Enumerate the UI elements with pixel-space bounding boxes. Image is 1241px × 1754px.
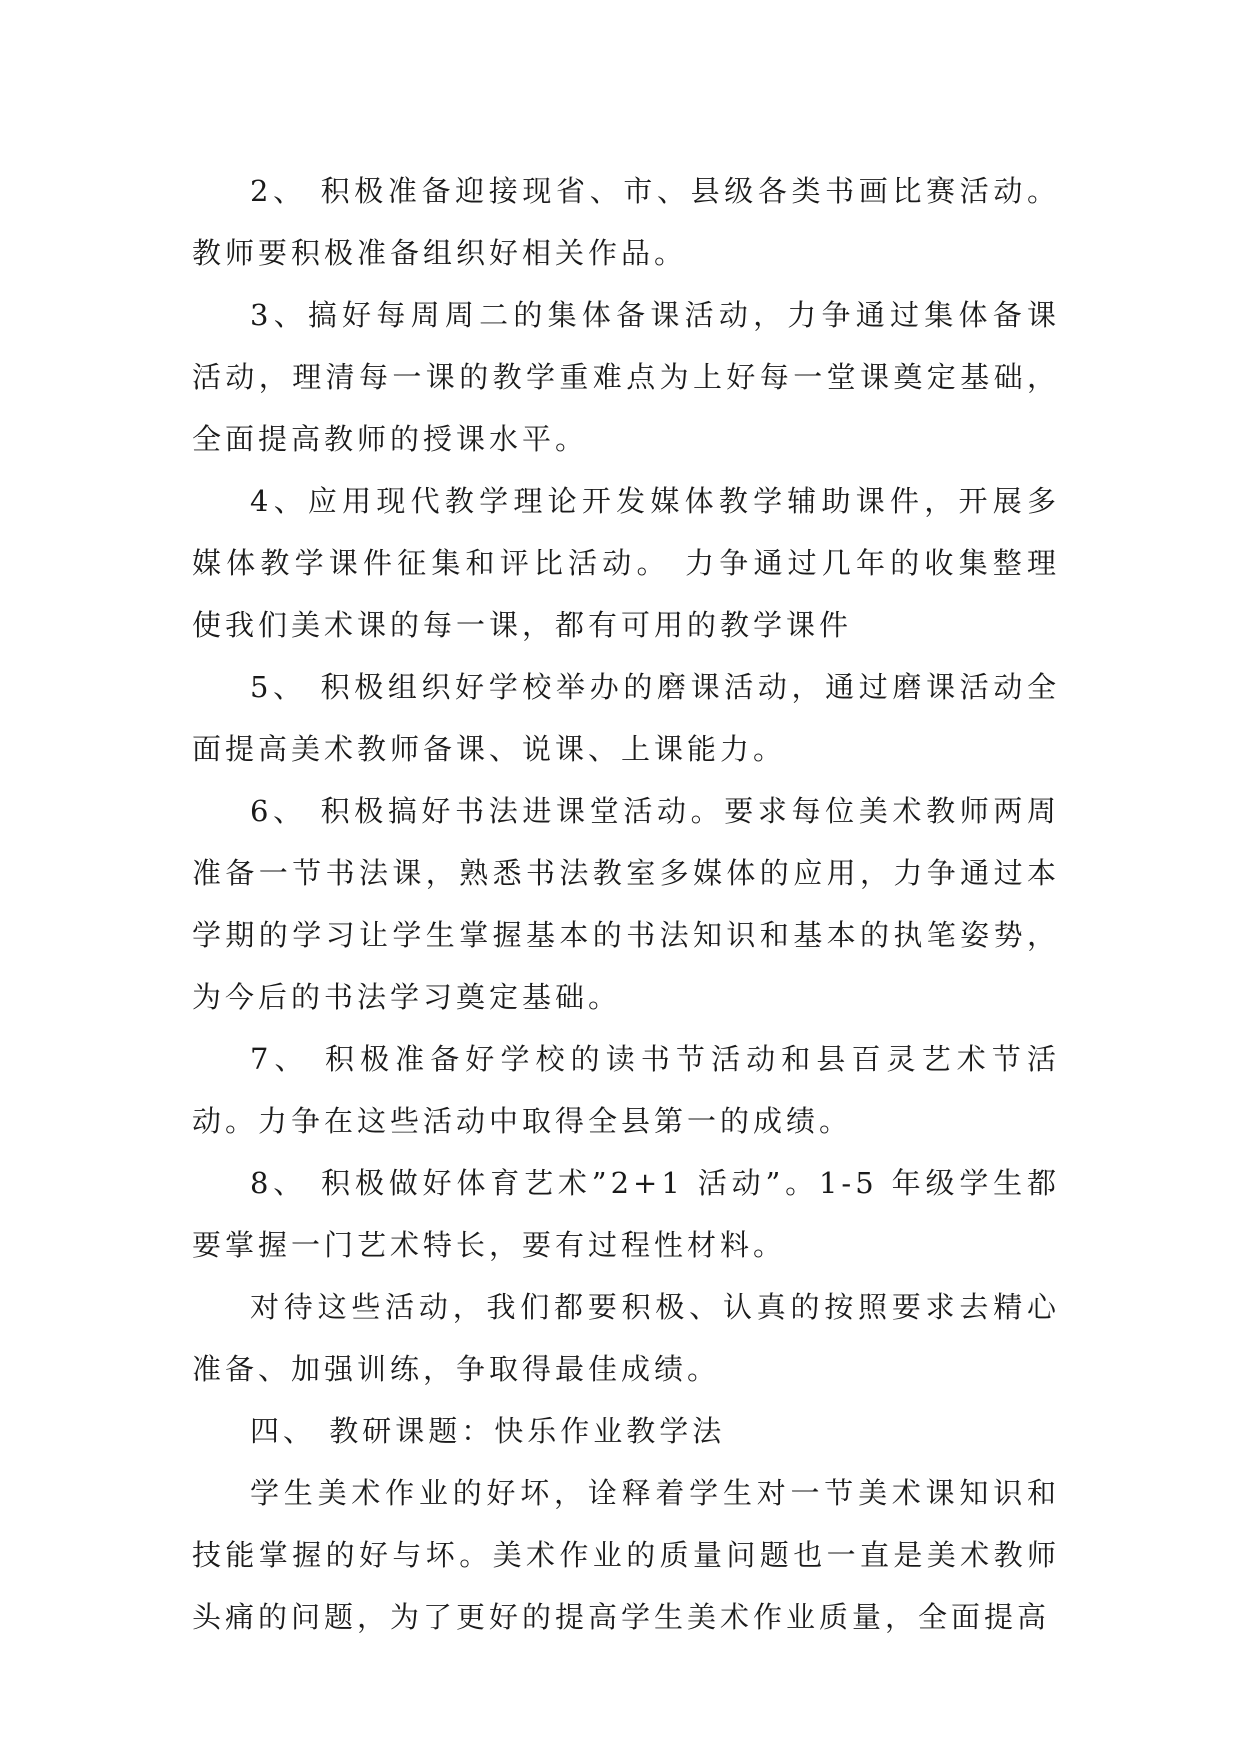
paragraph-item-8: 8、 积极做好体育艺术”2+1 活动”。1-5 年级学生都要掌握一门艺术特长，要有过程性材料。 <box>192 1166 1060 1262</box>
paragraph-research-intro: 学生美术作业的好坏，诠释着学生对一节美术课知识和技能掌握的好与坏。美术作业的质量问题也一直是美术教师头痛的问题，为了更好的提高学生美术作业质量，全面提高 <box>192 1476 1060 1634</box>
paragraph-item-6: 6、 积极搞好书法进课堂活动。要求每位美术教师两周准备一节书法课，熟悉书法教室多媒体的应用，力争通过本学期的学习让学生掌握基本的书法知识和基本的执笔姿势，为今后的书法学习奠定基础。 <box>192 794 1060 1014</box>
paragraph-summary: 对待这些活动，我们都要积极、认真的按照要求去精心准备、加强训练，争取得最佳成绩。 <box>192 1290 1060 1386</box>
document-body <box>192 160 1060 1648</box>
paragraph-item-3: 3、搞好每周周二的集体备课活动，力争通过集体备课活动，理清每一课的教学重难点为上好每一堂课奠定基础，全面提高教师的授课水平。 <box>192 298 1060 456</box>
paragraph-item-4: 4、应用现代教学理论开发媒体教学辅助课件，开展多媒体教学课件征集和评比活动。 力争通过几年的收集整理使我们美术课的每一课，都有可用的教学课件 <box>192 484 1060 642</box>
paragraph-item-2: 2、 积极准备迎接现省、市、县级各类书画比赛活动。教师要积极准备组织好相关作品。 <box>192 174 1060 270</box>
paragraph-item-5: 5、 积极组织好学校举办的磨课活动，通过磨课活动全面提高美术教师备课、说课、上课能力。 <box>192 670 1060 766</box>
section-heading-research-topic: 四、 教研课题：快乐作业教学法 <box>250 1414 726 1448</box>
paragraph-item-7: 7、 积极准备好学校的读书节活动和县百灵艺术节活动。力争在这些活动中取得全县第一的成绩。 <box>192 1042 1060 1138</box>
